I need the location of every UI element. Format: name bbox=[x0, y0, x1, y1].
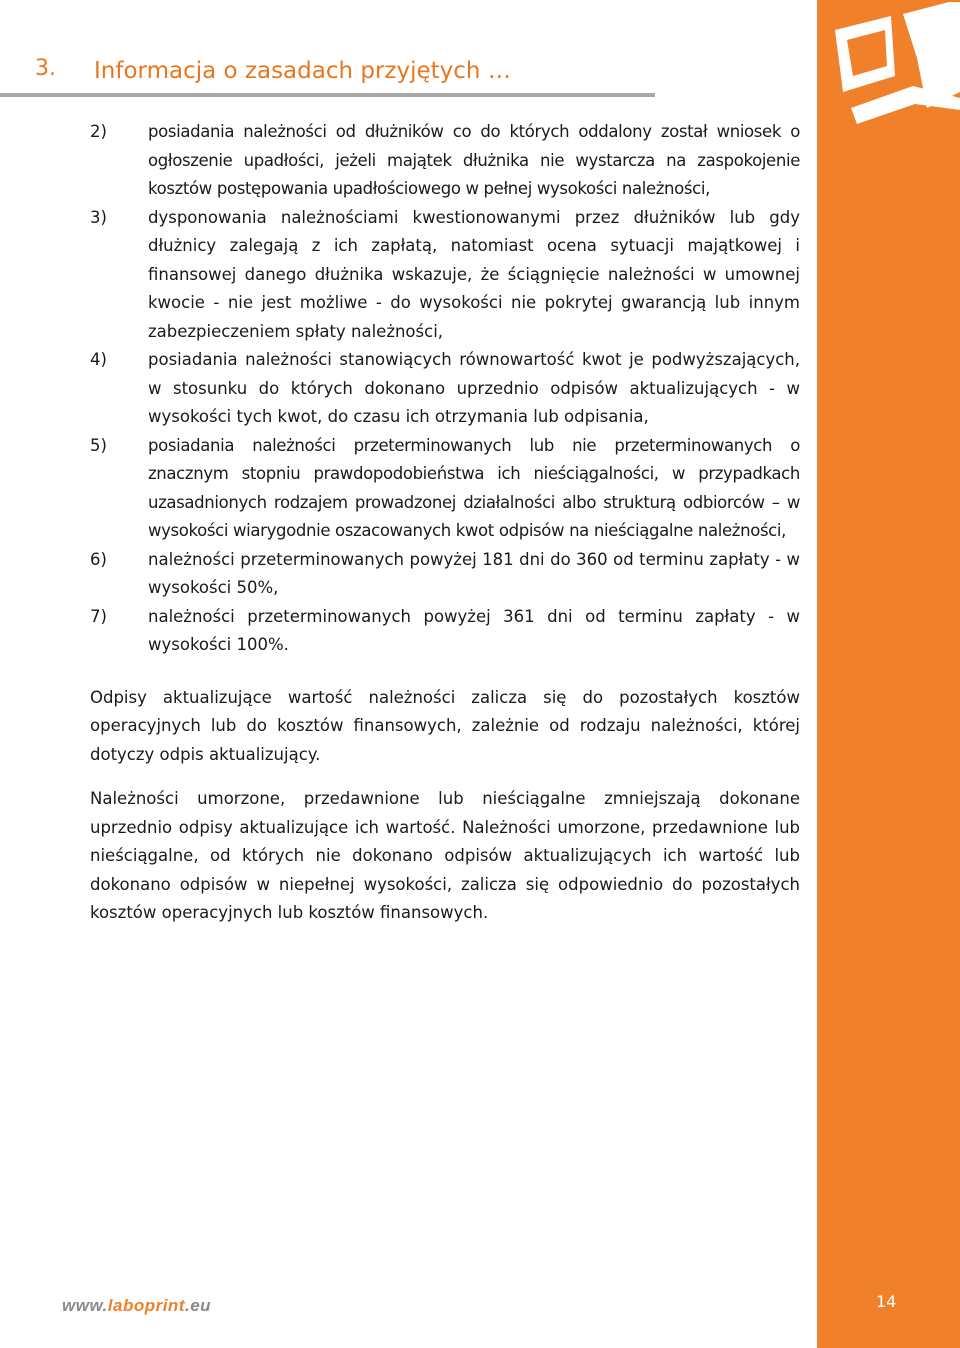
paragraph: Odpisy aktualizujące wartość należności zalicza się do pozostałych kosztów operacyjnych lub do kosztów finansowych, zależnie od rodzaju należności, której dotyczy odpis aktualizujący. bbox=[90, 687, 800, 764]
laboprint-logo-icon bbox=[817, 0, 960, 170]
paragraph: Należności umorzone, przedawnione lub nieściągalne zmniejszają dokonane uprzednio odpisy aktualizujące ich wartość. Należności umorzone, przedawnione lub nieściągalne, od których nie dokonano odpisów aktualizujących ich wartość lub dokonano odpisów w niepełnej wysokości, zalicza się odpowiednio do pozostałych kosztów operacyjnych lub kosztów finansowych. bbox=[90, 789, 800, 922]
page-number: 14 bbox=[876, 1292, 897, 1311]
list-item bbox=[90, 546, 800, 603]
footer-website-url[interactable] bbox=[62, 1296, 211, 1316]
list-item-number: 6) bbox=[90, 549, 107, 569]
list-item-number: 2) bbox=[90, 122, 107, 141]
header-divider bbox=[0, 93, 655, 97]
list-item-number: 4) bbox=[90, 350, 107, 369]
list-item-text: należności przeterminowanych powyżej 181 dni do 360 od terminu zapłaty - w wysokości 50%, bbox=[148, 549, 800, 597]
url-prefix: www. bbox=[62, 1296, 108, 1315]
list-item-text: posiadania należności przeterminowanych lub nie przeterminowanych o znacznym stopniu prawdopodobieństwa ich nieściągalności, w przypadkach uzasadnionych rodzajem prowadzonej działalności albo strukturą odbiorców – w wysokości wiarygodnie oszacowanych kwot odpisów na nieściągalne należności, bbox=[148, 435, 800, 540]
list-item-text: dysponowania należnościami kwestionowanymi przez dłużników lub gdy dłużnicy zalegają z ich zapłatą, natomiast ocena sytuacji majątkowej i finansowej danego dłużnika wskazuje, że ściągnięcie należności w umownej kwocie - nie jest możliwe - do wysokości nie pokrytej gwarancją lub innym zabezpieczeniem spłaty należności, bbox=[148, 207, 800, 341]
list-item-text: należności przeterminowanych powyżej 361 dni od terminu zapłaty - w wysokości 100%. bbox=[148, 606, 800, 654]
list-item-number: 3) bbox=[90, 207, 107, 227]
list-item bbox=[90, 204, 800, 347]
document-body bbox=[90, 118, 800, 928]
orange-side-band bbox=[817, 0, 960, 1348]
url-brand: laboprint bbox=[107, 1296, 185, 1315]
list-item-text: posiadania należności od dłużników co do których oddalony został wniosek o ogłoszenie upadłości, jeżeli majątek dłużnika nie wystarcza na zaspokojenie kosztów postępowania upadłościowego w pełnej wysokości należności, bbox=[148, 122, 800, 198]
list-item-number: 5) bbox=[90, 435, 107, 455]
list-item-text: posiadania należności stanowiących równowartość kwot je podwyższających, w stosunku do których dokonano uprzednio odpisów aktualizujących - w wysokości tych kwot, do czasu ich otrzymania lub odpisania, bbox=[148, 350, 800, 426]
list-item bbox=[90, 346, 800, 432]
list-item-number: 7) bbox=[90, 606, 107, 626]
section-title: Informacja o zasadach przyjętych … bbox=[94, 58, 511, 84]
list-item bbox=[90, 118, 800, 204]
section-number: 3. bbox=[35, 56, 56, 81]
url-suffix: .eu bbox=[184, 1296, 212, 1315]
list-item bbox=[90, 432, 800, 546]
list-item bbox=[90, 603, 800, 660]
